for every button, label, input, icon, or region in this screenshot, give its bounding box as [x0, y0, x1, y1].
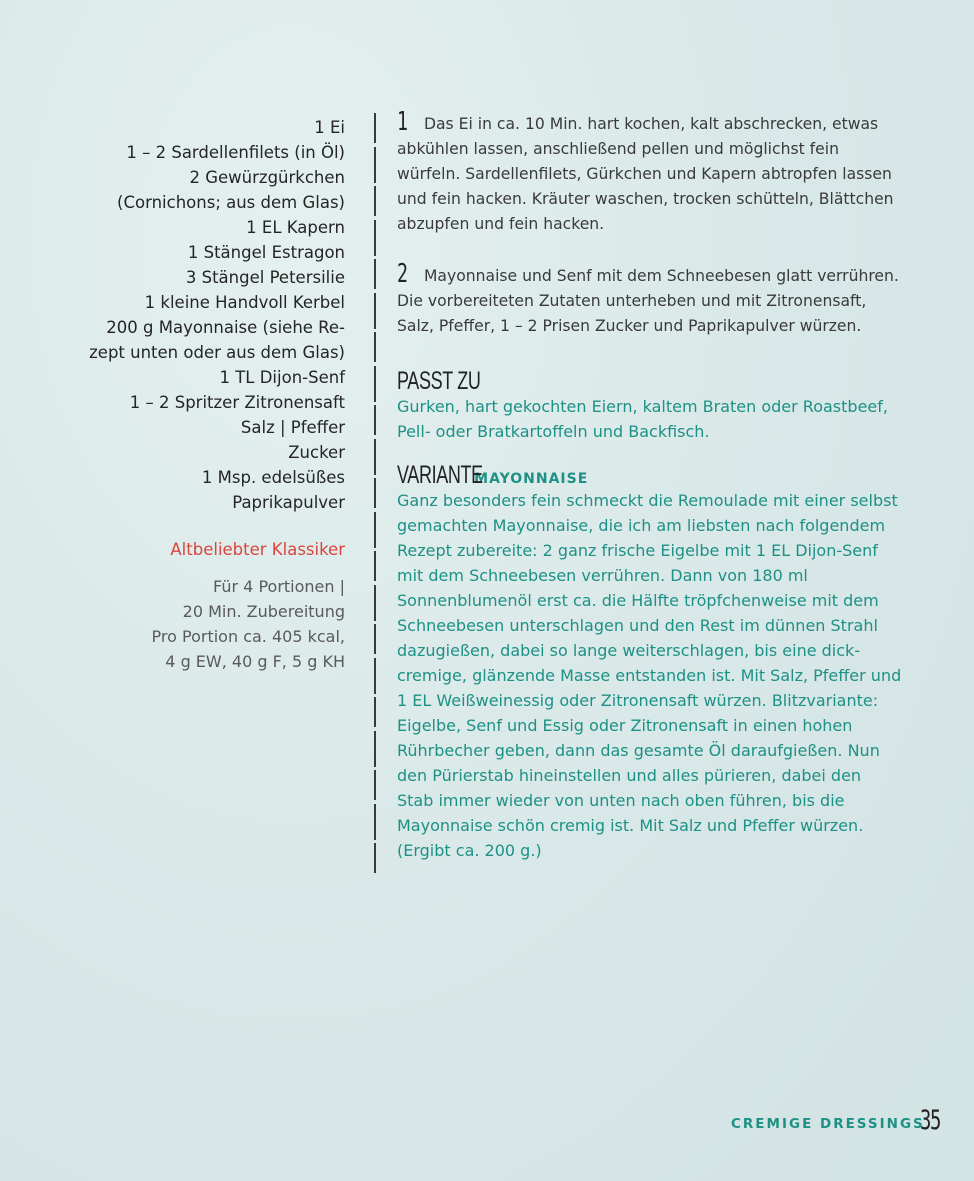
variante-subheading: MAYONNAISE	[474, 471, 589, 487]
meta-line: 4 g EW, 40 g F, 5 g KH	[165, 652, 345, 671]
meta-line: 20 Min. Zubereitung	[182, 602, 345, 621]
step-number: 2	[397, 259, 407, 289]
ingredient-item: zept unten oder aus dem Glas)	[89, 343, 345, 362]
variante-section	[397, 458, 902, 863]
passt-zu-heading: PASST ZU	[397, 367, 481, 395]
ingredient-item: 2 Gewürzgürkchen	[189, 168, 345, 187]
recipe-tagline: Altbeliebter Klassiker	[170, 540, 345, 559]
footer-section-label: CREMIGE DRESSINGS	[731, 1116, 925, 1132]
ingredient-item: 1 Msp. edelsüßes	[201, 468, 345, 487]
column-divider	[374, 113, 376, 873]
step-2	[397, 259, 902, 339]
ingredient-item: Zucker	[288, 443, 345, 462]
meta-line: Pro Portion ca. 405 kcal,	[151, 627, 345, 646]
ingredient-item: Salz | Pfeffer	[240, 418, 345, 437]
ingredient-item: 1 – 2 Sardellenfilets (in Öl)	[126, 143, 345, 162]
variante-text: Ganz besonders fein schmeckt die Remoulade mit einer selbst gemachten Mayonnaise, die ich am liebsten nach folgendem Rezept zubereite: 2 ganz frische Eigelbe mit 1 EL Dijon-Senf mit dem Schneebesen verrühren. Dann von 180 ml Sonnenblumenöl erst ca. die Hälfte tröpfchenweise mit dem Schneebesen unterschlagen und den Rest im dünnen Strahl dazugießen, dabei so lange weiterschlagen, bis eine dick-cremige, glänzende Masse entstanden ist. Mit Salz, Pfeffer und 1 EL Weißweinessig oder Zitronensaft würzen. Blitzvariante: Eigelbe, Senf und Essig oder Zitronensaft in einen hohen Rührbecher geben, dann das gesamte Öl daraufgießen. Nun den Pürierstab hineinstellen und alles pürieren, dabei den Stab immer wieder von unten nach oben führen, bis die Mayonnaise schön cremig ist. Mit Salz und Pfeffer würzen. (Ergibt ca. 200 g.)	[397, 491, 902, 860]
passt-zu-text: Gurken, hart gekochten Eiern, kaltem Braten oder Roastbeef, Pell- oder Bratkartoffeln und Backfisch.	[397, 397, 888, 441]
ingredient-item: 1 – 2 Spritzer Zitronensaft	[129, 393, 345, 412]
instructions	[397, 107, 902, 877]
ingredient-item: Paprikapulver	[232, 493, 345, 512]
meta-line: Für 4 Portionen |	[213, 577, 345, 596]
ingredient-list	[60, 115, 345, 674]
ingredient-item: 200 g Mayonnaise (siehe Re-	[106, 318, 345, 337]
ingredient-item: (Cornichons; aus dem Glas)	[117, 193, 345, 212]
step-text: Mayonnaise und Senf mit dem Schneebesen glatt verrühren. Die vorbereiteten Zutaten unterheben und mit Zitronensaft, Salz, Pfeffer, 1 – 2 Prisen Zucker und Paprikapulver würzen.	[397, 267, 899, 335]
ingredient-item: 1 TL Dijon-Senf	[219, 368, 345, 387]
page-number: 35	[920, 1105, 940, 1136]
step-1	[397, 107, 902, 237]
ingredient-item: 1 kleine Handvoll Kerbel	[144, 293, 345, 312]
variante-heading: VARIANTE	[397, 461, 483, 489]
ingredient-item: 1 Stängel Estragon	[187, 243, 345, 262]
step-number: 1	[397, 107, 407, 137]
passt-zu-section	[397, 364, 902, 444]
ingredient-item: 1 Ei	[314, 118, 345, 137]
recipe-meta	[60, 574, 345, 674]
ingredient-item: 1 EL Kapern	[246, 218, 345, 237]
ingredient-item: 3 Stängel Petersilie	[185, 268, 345, 287]
step-text: Das Ei in ca. 10 Min. hart kochen, kalt abschrecken, etwas abkühlen lassen, anschließend pellen und möglichst fein würfeln. Sardellenfilets, Gürkchen und Kapern abtropfen lassen und fein hacken. Kräuter waschen, trocken schütteln, Blättchen abzupfen und fein hacken.	[397, 115, 894, 233]
